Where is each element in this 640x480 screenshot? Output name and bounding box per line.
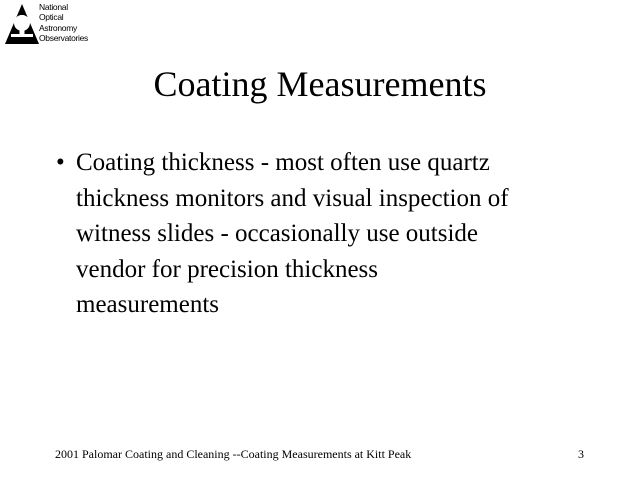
- page-number: 3: [578, 447, 584, 461]
- bullet-line: measurements: [76, 291, 220, 318]
- logo-text: [39, 2, 88, 44]
- logo-line: Optical: [39, 12, 64, 23]
- logo-line: Astronomy: [39, 22, 77, 33]
- bullet-symbol: •: [56, 149, 65, 176]
- bullet-line: Coating thickness - most often use quartz: [76, 149, 490, 176]
- bullet-item: [56, 145, 596, 323]
- footer-text: 2001 Palomar Coating and Cleaning --Coating Measurements at Kitt Peak: [55, 447, 412, 461]
- bullet-line: vendor for precision thickness: [76, 255, 379, 283]
- bullet-list: [56, 145, 596, 323]
- noao-logo: [4, 2, 104, 48]
- bullet-line: witness slides - occasionally use outside: [76, 220, 479, 247]
- observatory-dome-icon: [4, 2, 40, 46]
- logo-line: National: [39, 2, 68, 12]
- logo-line: Observatories: [39, 33, 89, 44]
- bullet-line: thickness monitors and visual inspection of: [76, 184, 509, 212]
- slide-title: Coating Measurements: [153, 64, 487, 104]
